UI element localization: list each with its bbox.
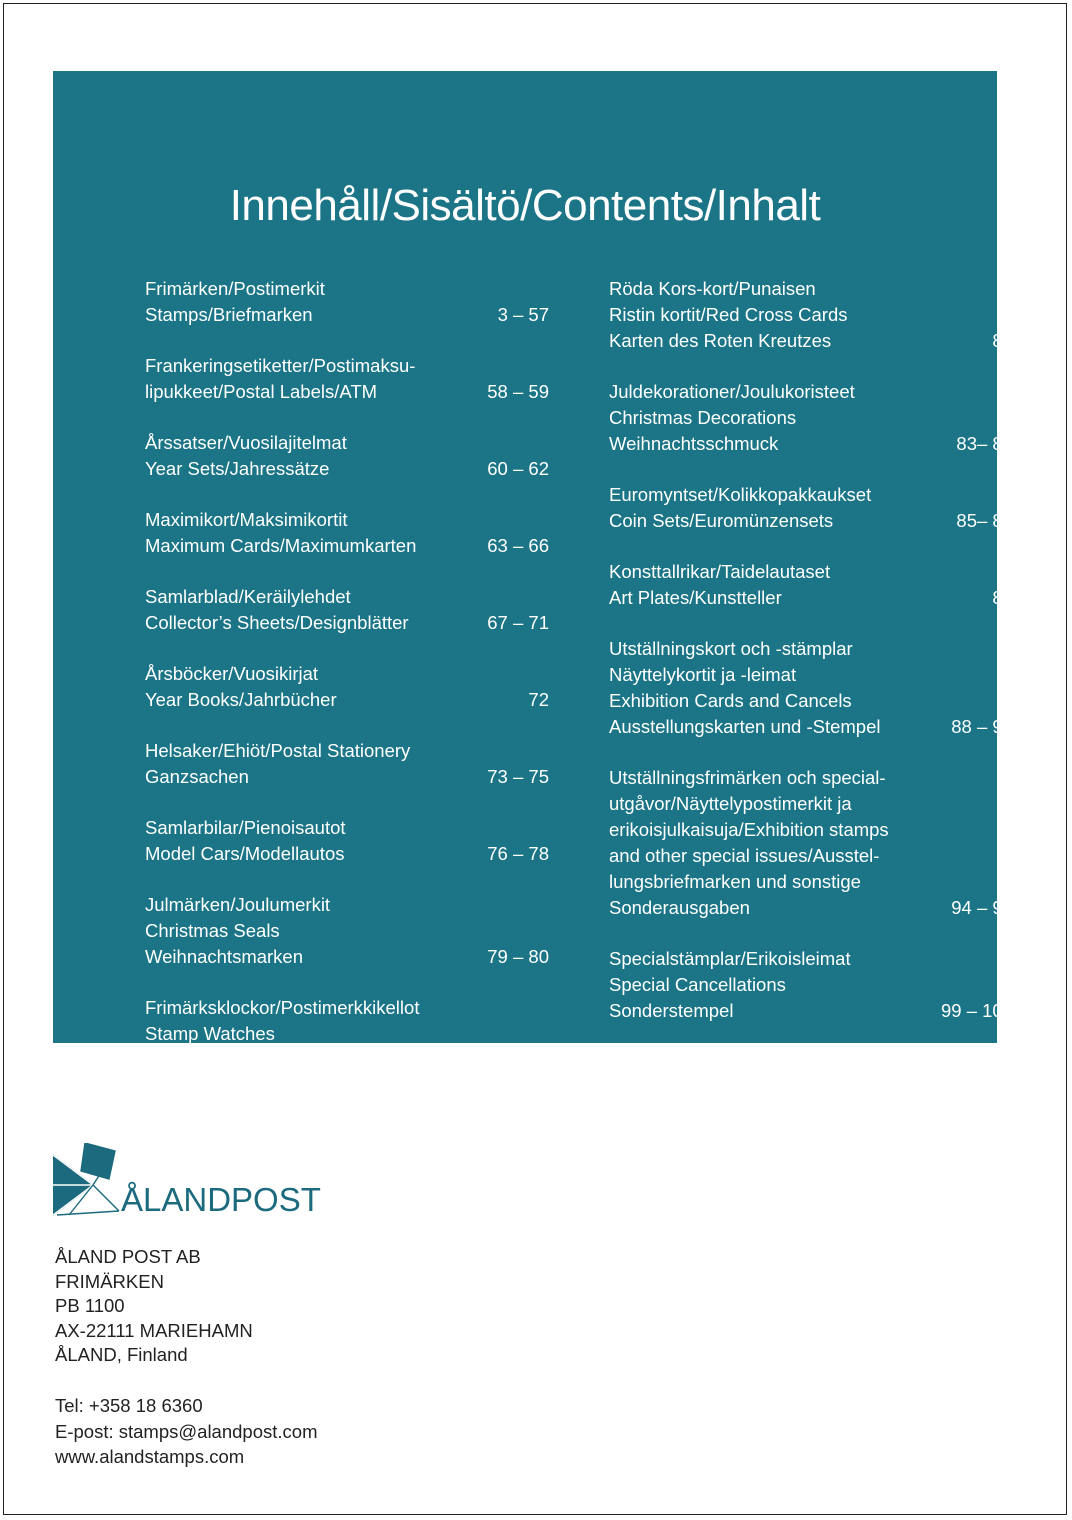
entry-page-range: 76 – 78 [487,843,549,864]
entry-title-line: Specialstämplar/Erikoisleimat [609,948,851,969]
contents-entry [145,738,549,790]
contents-entry [609,765,1013,921]
address-line: AX-22111 MARIEHAMN [55,1319,253,1341]
entry-page-range: 85– 86 [956,510,1013,531]
contents-left-column [145,276,549,1098]
entry-title-line: Juldekorationer/Joulukoristeet [609,381,855,402]
entry-title-line: Collector’s Sheets/Designblätter [145,612,409,633]
entry-title-line: Ganzsachen [145,766,249,787]
entry-page-range: 58 – 59 [487,381,549,402]
entry-title-line: Art Plates/Kunstteller [609,587,782,608]
entry-title-line: Samlarbilar/Pienoisautot [145,817,346,838]
contents-entry [609,276,1013,354]
contents-entry [145,353,549,405]
postal-address [55,1245,253,1368]
entry-title-line: Maximum Cards/Maximumkarten [145,535,417,556]
logo-wordmark: ÅLANDPOST [121,1181,321,1218]
contents-title: Innehåll/Sisältö/Contents/Inhalt [229,181,821,230]
aland-post-logo [53,1143,343,1218]
entry-title-line: Julmärken/Joulumerkit [145,894,331,915]
entry-title-line: Year Books/Jahrbücher [145,689,337,710]
entry-title-line: Årsböcker/Vuosikirjat [145,663,319,684]
contents-right-column [609,276,1013,1049]
address-line: ÅLAND, Finland [55,1344,188,1365]
entry-page-range: 94 – 98 [951,897,1013,918]
contents-entry [145,661,549,713]
entry-page-range: 73 – 75 [487,766,549,787]
entry-page-range: 81 [528,1049,549,1070]
entry-title-line: Näyttelykortit ja -leimat [609,664,797,685]
entry-title-line: Special Cancellations [609,974,786,995]
entry-title-line: Röda Kors-kort/Punaisen [609,278,816,299]
entry-title-line: Maximikort/Maksimikortit [145,509,348,530]
entry-title-line: Year Sets/Jahressätze [145,458,330,479]
entry-page-range: 79 – 80 [487,946,549,967]
contents-entry [145,430,549,482]
contents-entry [609,636,1013,740]
entry-page-range: 87 [992,587,1013,608]
entry-page-range: 83– 84 [956,433,1013,454]
entry-title-line: Sonderausgaben [609,897,750,918]
contents-entry [145,507,549,559]
entry-page-range: 99 – 102 [940,1000,1013,1021]
entry-title-line: Samlarblad/Keräilylehdet [145,586,351,607]
entry-title-line: Frimärken/Postimerkit [145,278,325,299]
entry-title-line: Utställningsfrimärken och special- [609,767,886,788]
entry-title-line: Exhibition Cards and Cancels [609,690,852,711]
contents-entry [145,892,549,970]
address-line: ÅLAND POST AB [55,1246,201,1267]
entry-title-line: Konsttallrikar/Taidelautaset [609,561,831,582]
contents-entry [145,584,549,636]
entry-title-line: erikoisjulkaisuja/Exhibition stamps [609,819,889,840]
address-line: FRIMÄRKEN [55,1270,164,1292]
entry-title-line: Christmas Seals [145,920,280,941]
logo-mark-icon [53,1143,123,1218]
contents-entry [145,995,549,1073]
entry-title-line: Årssatser/Vuosilajitelmat [145,432,347,453]
entry-title-line: Frankeringsetiketter/Postimaksu- [145,355,416,376]
entry-title-line: Christmas Decorations [609,407,797,428]
entry-page-range: 63 – 66 [487,535,549,556]
entry-title-line: Weihnachtsschmuck [609,433,779,454]
contents-entry [609,379,1013,457]
entry-title-line: Ristin kortit/Red Cross Cards [609,304,848,325]
entry-title-line: lipukkeet/Postal Labels/ATM [145,381,378,402]
entry-page-range: 82 [992,330,1013,351]
entry-title-line: Euromyntset/Kolikkopakkaukset [609,484,872,505]
entry-title-line: Briefmarken-Uhren [145,1049,302,1070]
contents-entry [145,815,549,867]
address-line: PB 1100 [55,1295,125,1316]
entry-title-line: lungsbriefmarken und sonstige [609,871,861,892]
entry-title-line: Weihnachtsmarken [145,946,304,967]
entry-title-line: Ausstellungskarten und -Stempel [609,716,881,737]
entry-title-line: Model Cars/Modellautos [145,843,345,864]
entry-title-line: Stamp Watches [145,1023,275,1044]
entry-title-line: Sonderstempel [609,1000,734,1021]
entry-title-line: Frimärksklockor/Postimerkkikellot [145,997,420,1018]
contents-entry [609,946,1013,1024]
entry-page-range: 60 – 62 [487,458,549,479]
entry-title-line: Stamps/Briefmarken [145,304,313,325]
entry-title-line: Helsaker/Ehiöt/Postal Stationery [145,740,411,761]
entry-title-line: Coin Sets/Euromünzensets [609,510,834,531]
entry-page-range: 67 – 71 [487,612,549,633]
entry-title-line: utgåvor/Näyttelypostimerkit ja [609,793,852,814]
contents-entry [609,559,1013,611]
contents-entry [145,276,549,328]
contents-panel [53,71,1013,1070]
entry-title-line: and other special issues/Ausstel- [609,845,880,866]
entry-title-line: Utställningskort och -stämplar [609,638,853,659]
entry-title-line: Karten des Roten Kreutzes [609,330,832,351]
entry-page-range: 72 [528,689,549,710]
contents-entry [609,482,1013,534]
contact-line: www.alandstamps.com [55,1446,245,1467]
entry-page-range: 88 – 93 [951,716,1013,737]
contact-line: E-post: stamps@alandpost.com [55,1420,318,1442]
contact-line: Tel: +358 18 6360 [55,1395,203,1416]
contact-info [55,1393,317,1470]
entry-page-range: 3 – 57 [497,304,549,325]
